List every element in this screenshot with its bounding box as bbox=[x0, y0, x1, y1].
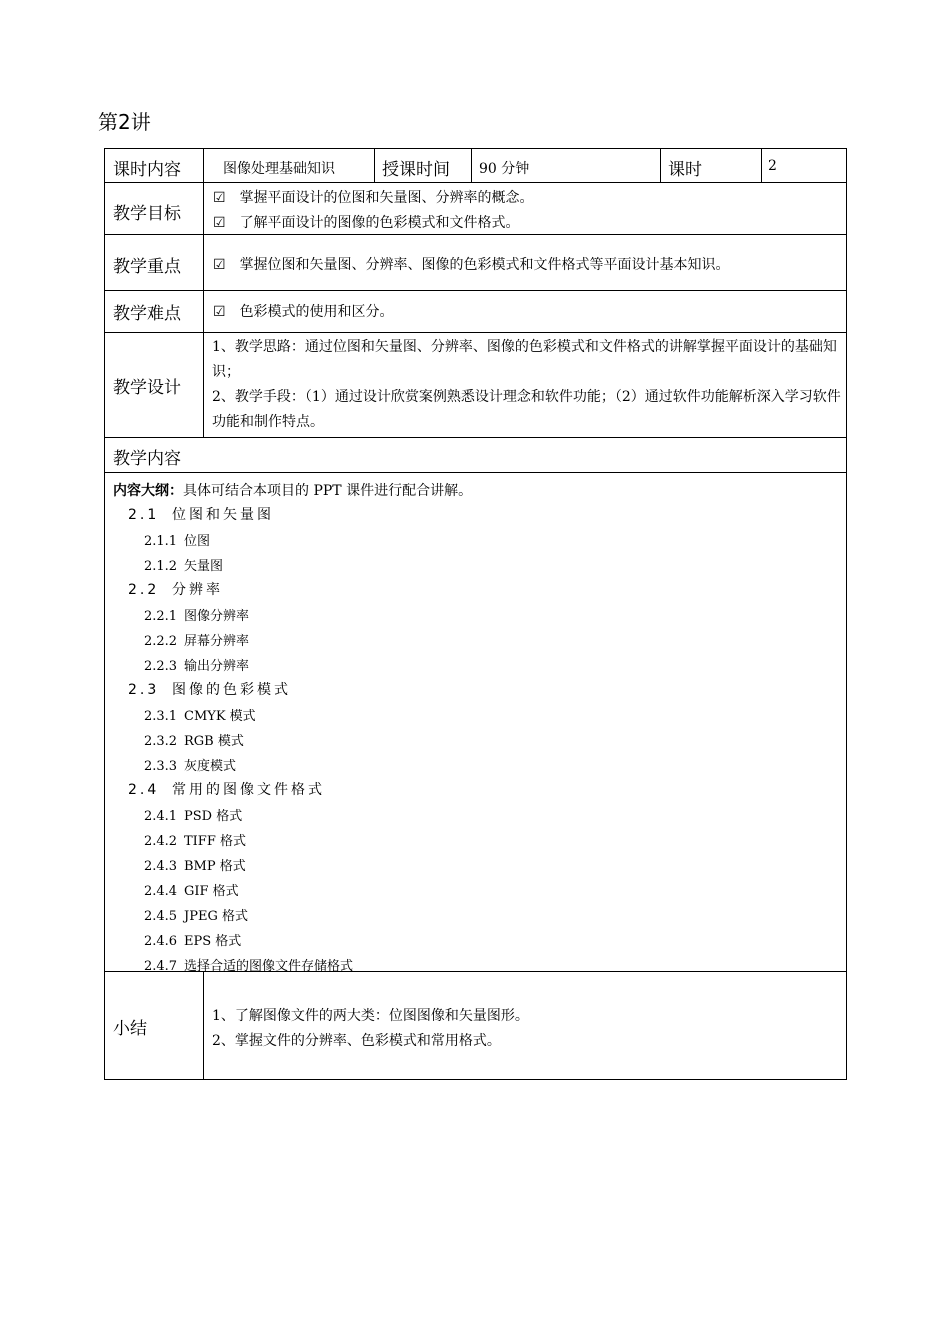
outline-subsection bbox=[144, 655, 249, 674]
subsection-number: 2.4.5 bbox=[144, 909, 178, 924]
summary-line: 2、掌握文件的分辨率、色彩模式和常用格式。 bbox=[212, 1033, 501, 1049]
outline-section bbox=[128, 779, 325, 799]
outline-subsection bbox=[144, 605, 249, 624]
lecture-title: 第2讲 bbox=[98, 110, 151, 134]
subsection-number: 2.3.3 bbox=[144, 759, 178, 774]
subsection-number: 2.2.1 bbox=[144, 609, 178, 624]
section-number: 2.1 bbox=[128, 507, 160, 523]
checkbox-checked-icon: ☑ bbox=[213, 257, 226, 273]
subsection-title: 位图 bbox=[184, 534, 211, 549]
outline-subsection bbox=[144, 730, 244, 749]
outline-text: 具体可结合本项目的 PPT 课件进行配合讲解。 bbox=[183, 483, 473, 499]
subsection-title: GIF 格式 bbox=[184, 884, 239, 899]
design-paragraph-2: 2、教学手段：（1）通过设计欣赏案例熟悉设计理念和软件功能；（2）通过软件功能解析深入学习软件功能和制作特点。 bbox=[212, 389, 841, 430]
subsection-title: 图像分辨率 bbox=[184, 609, 250, 624]
table-rule bbox=[104, 437, 847, 438]
difficulties-label: 教学难点 bbox=[113, 304, 181, 324]
table-divider bbox=[374, 148, 375, 183]
table-rule bbox=[104, 234, 847, 235]
outline-section bbox=[128, 579, 223, 599]
subsection-number: 2.4.2 bbox=[144, 834, 178, 849]
subsection-number: 2.4.1 bbox=[144, 809, 178, 824]
hours-label: 课时 bbox=[668, 160, 702, 180]
key-points-label: 教学重点 bbox=[113, 257, 181, 277]
difficulty-item bbox=[213, 301, 394, 321]
subsection-title: 屏幕分辨率 bbox=[184, 634, 250, 649]
outline-subsection bbox=[144, 755, 236, 774]
checkbox-checked-icon: ☑ bbox=[213, 190, 226, 206]
table-divider bbox=[203, 148, 204, 438]
subsection-number: 2.4.7 bbox=[144, 959, 178, 974]
section-title: 常用的图像文件格式 bbox=[172, 782, 325, 798]
subsection-number: 2.4.4 bbox=[144, 884, 178, 899]
table-divider bbox=[203, 971, 204, 1080]
subsection-number: 2.4.3 bbox=[144, 859, 178, 874]
lecture-time-label: 授课时间 bbox=[382, 160, 450, 180]
subsection-title: 矢量图 bbox=[184, 559, 224, 574]
design-label: 教学设计 bbox=[113, 378, 181, 398]
subsection-title: PSD 格式 bbox=[184, 809, 243, 824]
table-border bbox=[846, 148, 847, 1080]
table-rule bbox=[104, 1079, 847, 1080]
outline-section bbox=[128, 504, 274, 524]
outline-intro bbox=[113, 480, 472, 500]
outline-subsection bbox=[144, 905, 248, 924]
subsection-title: RGB 模式 bbox=[184, 734, 244, 749]
section-title: 分辨率 bbox=[172, 582, 223, 598]
table-rule bbox=[104, 332, 847, 333]
subsection-number: 2.3.2 bbox=[144, 734, 178, 749]
section-number: 2.2 bbox=[128, 582, 160, 598]
key-point-item bbox=[213, 254, 730, 274]
outline-subsection bbox=[144, 805, 242, 824]
section-number: 2.4 bbox=[128, 782, 160, 798]
table-rule bbox=[104, 148, 847, 149]
subsection-number: 2.4.6 bbox=[144, 934, 178, 949]
summary-label: 小结 bbox=[113, 1019, 147, 1039]
objective-text: 了解平面设计的图像的色彩模式和文件格式。 bbox=[239, 215, 520, 231]
hours-value: 2 bbox=[768, 158, 777, 174]
outline-subsection bbox=[144, 555, 223, 574]
outline-subsection bbox=[144, 930, 241, 949]
subsection-title: CMYK 模式 bbox=[184, 709, 256, 724]
checkbox-checked-icon: ☑ bbox=[213, 215, 226, 231]
key-point-text: 掌握位图和矢量图、分辨率、图像的色彩模式和文件格式等平面设计基本知识。 bbox=[239, 257, 730, 273]
outline-subsection bbox=[144, 630, 249, 649]
outline-subsection bbox=[144, 880, 239, 899]
outline-subsection bbox=[144, 705, 256, 724]
outline-label: 内容大纲： bbox=[113, 483, 183, 499]
subsection-title: 输出分辨率 bbox=[184, 659, 250, 674]
subsection-title: JPEG 格式 bbox=[184, 909, 248, 924]
subsection-title: EPS 格式 bbox=[184, 934, 242, 949]
section-title: 图像的色彩模式 bbox=[172, 682, 291, 698]
design-paragraph-1: 1、教学思路：通过位图和矢量图、分辨率、图像的色彩模式和文件格式的讲解掌握平面设计的基础知识； bbox=[212, 339, 837, 380]
subsection-title: 灰度模式 bbox=[184, 759, 237, 774]
checkbox-checked-icon: ☑ bbox=[213, 304, 226, 320]
hours-content-value: 图像处理基础知识 bbox=[223, 161, 335, 177]
hours-content-label: 课时内容 bbox=[113, 160, 181, 180]
outline-subsection bbox=[144, 855, 246, 874]
table-rule bbox=[104, 472, 847, 473]
content-header: 教学内容 bbox=[113, 449, 181, 469]
subsection-number: 2.2.3 bbox=[144, 659, 178, 674]
subsection-number: 2.1.1 bbox=[144, 534, 178, 549]
table-rule bbox=[104, 182, 847, 183]
section-title: 位图和矢量图 bbox=[172, 507, 274, 523]
objective-item bbox=[213, 212, 520, 232]
table-divider bbox=[660, 148, 661, 183]
objective-item bbox=[213, 187, 534, 207]
subsection-title: BMP 格式 bbox=[184, 859, 246, 874]
difficulty-text: 色彩模式的使用和区分。 bbox=[239, 304, 394, 320]
outline-subsection bbox=[144, 830, 246, 849]
table-divider bbox=[471, 148, 472, 183]
outline-section bbox=[128, 679, 291, 699]
subsection-number: 2.3.1 bbox=[144, 709, 178, 724]
lesson-plan-table bbox=[104, 148, 847, 1080]
subsection-number: 2.1.2 bbox=[144, 559, 178, 574]
objective-text: 掌握平面设计的位图和矢量图、分辨率的概念。 bbox=[239, 190, 534, 206]
outline-subsection bbox=[144, 530, 210, 549]
table-border bbox=[104, 148, 105, 1080]
subsection-title: TIFF 格式 bbox=[184, 834, 246, 849]
table-rule bbox=[104, 290, 847, 291]
section-number: 2.3 bbox=[128, 682, 160, 698]
lecture-time-value: 90 分钟 bbox=[479, 161, 530, 177]
objectives-label: 教学目标 bbox=[113, 204, 181, 224]
summary-line: 1、了解图像文件的两大类：位图图像和矢量图形。 bbox=[212, 1008, 529, 1024]
table-divider bbox=[761, 148, 762, 183]
subsection-number: 2.2.2 bbox=[144, 634, 178, 649]
outline-subsection bbox=[144, 955, 353, 974]
subsection-title: 选择合适的图像文件存储格式 bbox=[184, 959, 354, 974]
